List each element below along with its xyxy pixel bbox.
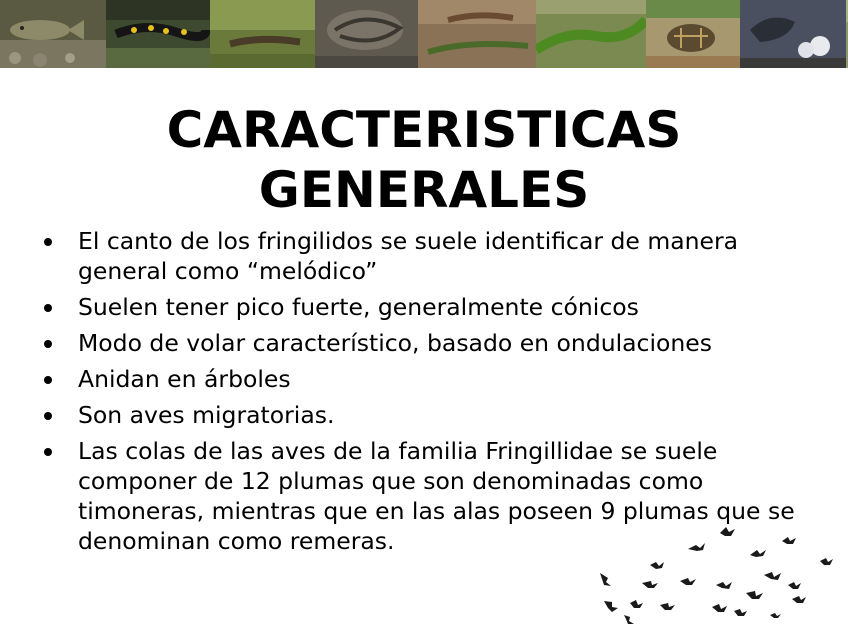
title-line-2: GENERALES <box>258 161 590 219</box>
list-item-text: El canto de los fringilidos se suele identificar de manera general como “melódico” <box>78 227 739 285</box>
photo-banner <box>0 0 848 68</box>
list-item <box>40 364 820 394</box>
bullet-icon <box>44 340 52 348</box>
bullet-list <box>40 226 820 562</box>
list-item-text: Anidan en árboles <box>78 365 291 393</box>
list-item <box>40 400 820 430</box>
slide-title <box>0 100 848 220</box>
viper-photo-icon <box>315 0 418 68</box>
fish-photo-icon <box>0 0 106 68</box>
list-item-text: Modo de volar característico, basado en ondulaciones <box>78 329 712 357</box>
bullet-icon <box>44 238 52 246</box>
bullet-icon <box>44 448 52 456</box>
bullet-icon <box>44 376 52 384</box>
bullet-icon <box>44 304 52 312</box>
tortoise-photo-icon <box>646 0 740 68</box>
list-item-text: Son aves migratorias. <box>78 401 335 429</box>
list-item <box>40 226 820 286</box>
eagle-photo-icon <box>740 0 846 68</box>
bullet-icon <box>44 412 52 420</box>
flock-of-birds-icon <box>520 515 848 636</box>
title-line-1: CARACTERISTICAS <box>166 101 682 159</box>
list-item <box>40 292 820 322</box>
rock-lizard-photo-icon <box>418 0 536 68</box>
salamander-photo-icon <box>106 0 210 68</box>
list-item-text: Suelen tener pico fuerte, generalmente cónicos <box>78 293 639 321</box>
lizard-photo-icon <box>210 0 315 68</box>
list-item <box>40 328 820 358</box>
list-item-text: Las colas de las aves de la familia Fringillidae se suele componer de 12 plumas que son denominadas como timoneras, mientras que en las alas poseen 9 plumas que se denominan como remeras. <box>78 437 795 555</box>
green-lizard-photo-icon <box>536 0 646 68</box>
